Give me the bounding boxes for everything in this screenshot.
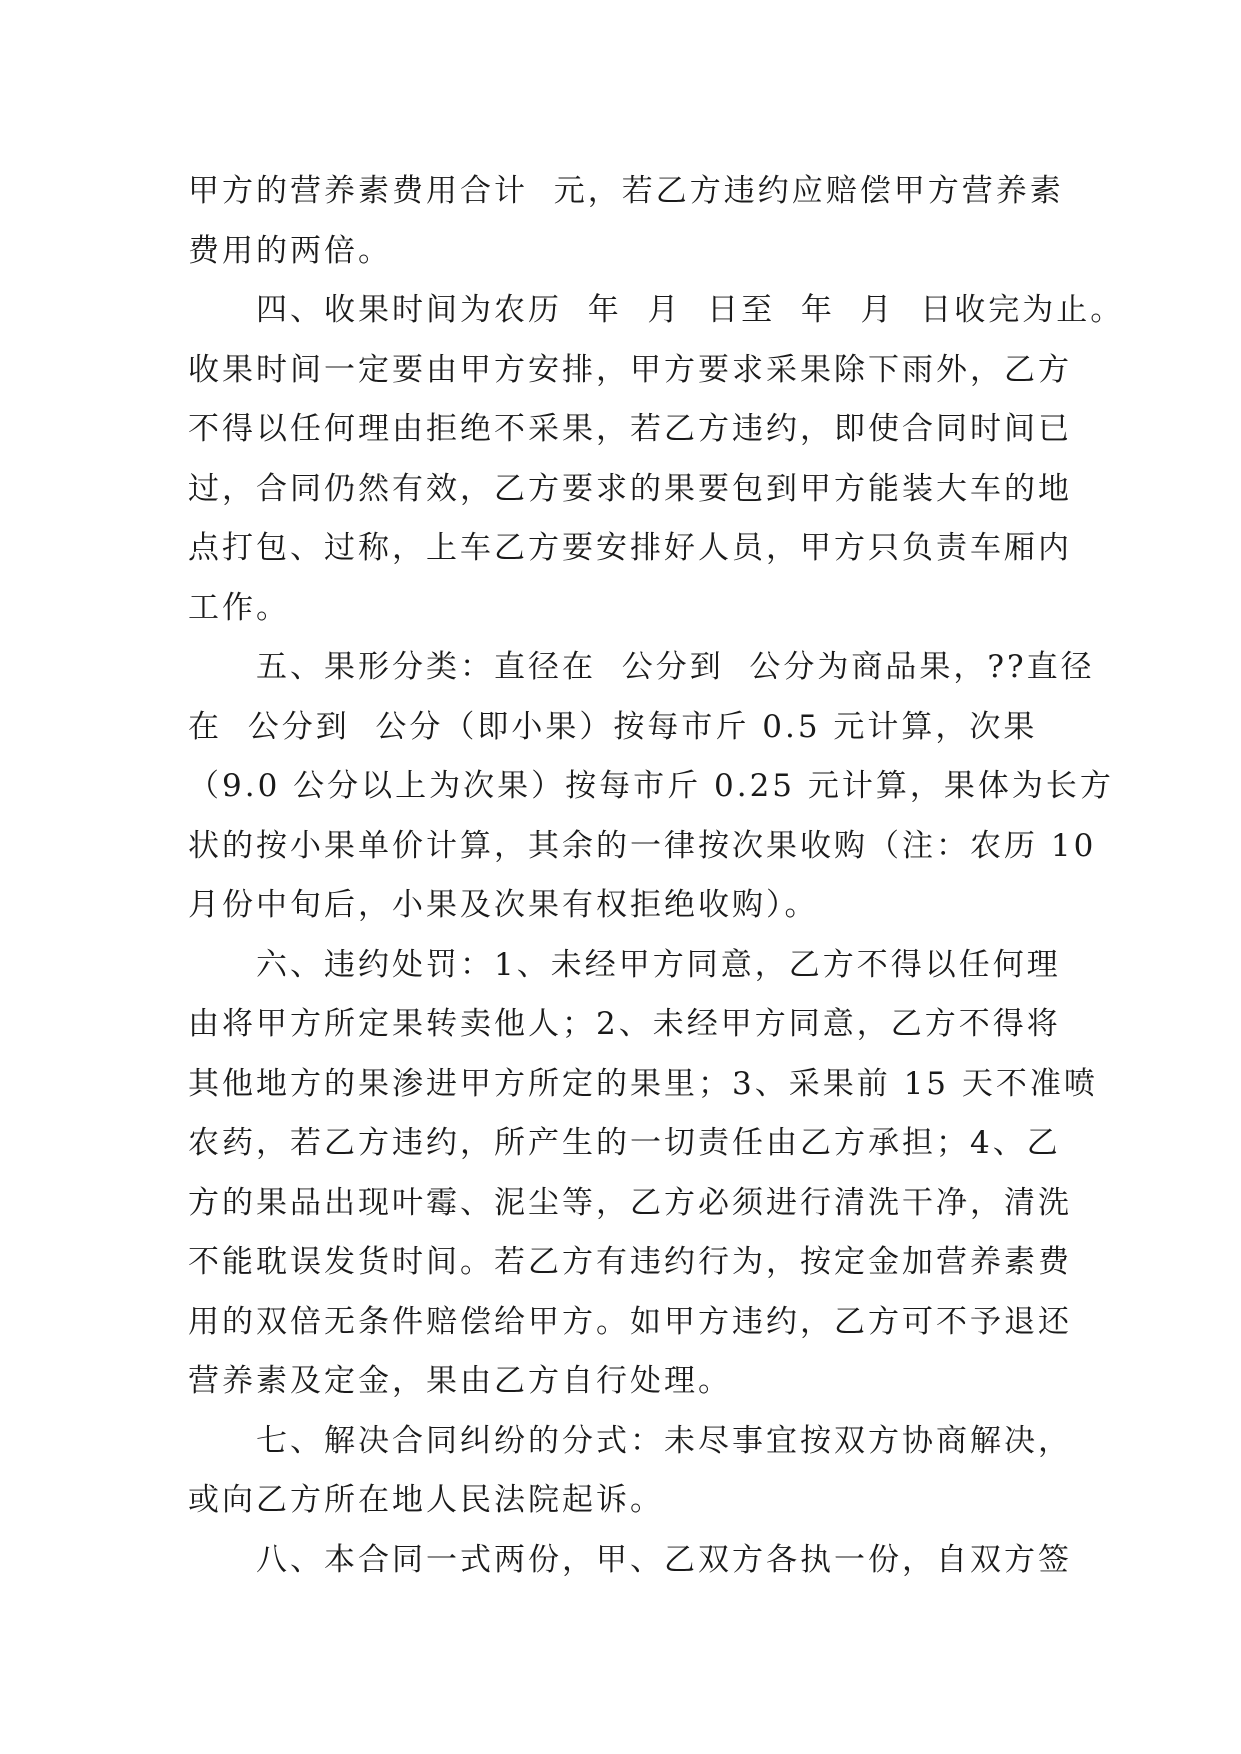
text-line: 农药，若乙方违约，所产生的一切责任由乙方承担；4、乙: [188, 1125, 1061, 1161]
text-line: 甲方的营养素费用合计 元，若乙方违约应赔偿甲方营养素: [188, 173, 1064, 209]
text-line: 由将甲方所定果转卖他人；2、未经甲方同意，乙方不得将: [188, 1006, 1061, 1042]
paragraph-first-line: 四、收果时间为农历 年 月 日至 年 月 日收完为止。: [256, 292, 1125, 328]
text-line: 工作。: [188, 589, 290, 626]
text-line: 过，合同仍然有效，乙方要求的果要包到甲方能装大车的地: [188, 470, 1072, 507]
text-line: 营养素及定金，果由乙方自行处理。: [188, 1363, 732, 1399]
paragraph-first-line: 五、果形分类：直径在 公分到 公分为商品果，??直径: [256, 649, 1095, 685]
paragraph-first-line: 八、本合同一式两份，甲、乙双方各执一份，自双方签: [256, 1541, 1072, 1578]
contract-body-text: [188, 162, 1125, 1590]
text-line: 其他地方的果渗进甲方所定的果里；3、采果前 15 天不准喷: [188, 1065, 1098, 1102]
text-line: 不能耽误发货时间。若乙方有违约行为，按定金加营养素费: [188, 1244, 1072, 1280]
text-line: 在 公分到 公分（即小果）按每市斤 0.5 元计算，次果: [188, 708, 1038, 745]
text-line: 状的按小果单价计算，其余的一律按次果收购（注：农历 10: [188, 827, 1097, 864]
paragraph-first-line: 七、解决合同纠纷的分式：未尽事宜按双方协商解决，: [256, 1422, 1072, 1459]
paragraph-first-line: 六、违约处罚：1、未经甲方同意，乙方不得以任何理: [256, 946, 1061, 983]
text-line: 不得以任何理由拒绝不采果，若乙方违约，即使合同时间已: [188, 411, 1072, 447]
text-line: 收果时间一定要由甲方安排，甲方要求采果除下雨外，乙方: [188, 351, 1072, 388]
text-line: 月份中旬后，小果及次果有权拒绝收购）。: [188, 887, 819, 923]
text-line: （9.0 公分以上为次果）按每市斤 0.25 元计算，果体为长方: [188, 768, 1114, 804]
text-line: 费用的两倍。: [188, 232, 392, 269]
text-line: 方的果品出现叶霉、泥尘等，乙方必须进行清洗干净，清洗: [188, 1184, 1072, 1221]
text-line: 用的双倍无条件赔偿给甲方。如甲方违约，乙方可不予退还: [188, 1303, 1072, 1340]
text-line: 或向乙方所在地人民法院起诉。: [188, 1482, 664, 1518]
text-line: 点打包、过称，上车乙方要安排好人员，甲方只负责车厢内: [188, 530, 1072, 566]
